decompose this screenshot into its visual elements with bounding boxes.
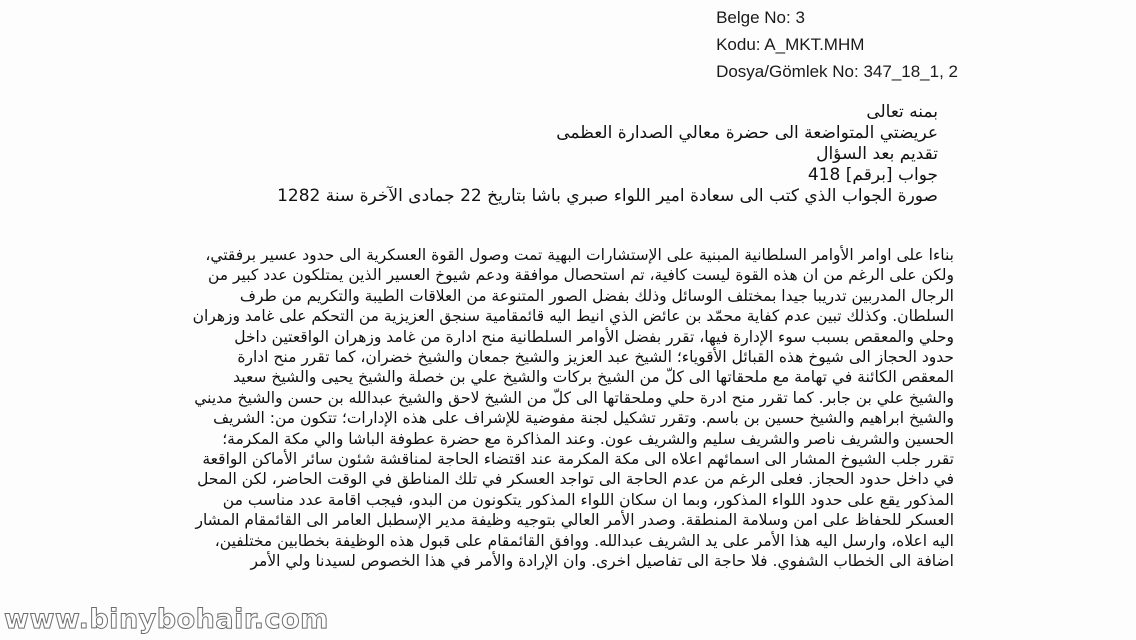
body-line: بناءا على اوامر الأوامر السلطانية المبنية على الإستشارات البهية تمت وصول القوة العسكرية الى حدود عسير برفقتي، [205, 246, 954, 264]
header-line-4: جواب [برقم] 418 [807, 165, 938, 185]
site-watermark: www.binybohair.com [4, 604, 329, 635]
body-line: المذكور يقع على حدود اللواء المذكور، وبما ان سكان اللواء المذكور يتكونون من البدو، فيجب اقامة عدد مناسب من [222, 490, 954, 509]
body-line: اضافة الى الخطاب الشفوي. فلا حاجة الى تفاصيل اخرى. وان الإرادة والأمر في هذا الخصوص لسيدنا ولي الأمر [250, 552, 954, 571]
header-line-3: تقديم بعد السؤال [816, 144, 938, 164]
body-line: العسكر للحفاظ على امن وسلامة المنطقة. وصدر الأمر العالي بتوجيه وظيفة مدير الإسطبل العامر الى القائمقام المشار [195, 511, 954, 530]
body-line: الحسين والشريف ناصر والشريف سليم والشريف عون. وعند المذاكرة مع حضرة عطوفة الباشا والي مكة المكرمة؛ [222, 429, 954, 448]
body-line: اليه اعلاه، وارسل اليه هذا الأمر على يد الشريف عبدالله. ووافق القائمقام على قبول هذه الوظيفة بخطابين مختلفين، [214, 531, 954, 550]
body-line: تقرر جلب الشيوخ المشار الى اسمائهم اعلاه الى مكة المكرمة عند اقتضاء الحاجة لمناقشة شئون سائر الأماكن الواقعة [202, 450, 954, 469]
header-line-5: صورة الجواب الذي كتب الى سعادة امير اللواء صبري باشا بتاريخ 22 جمادى الآخرة سنة 1282 [277, 186, 938, 206]
body-line: المعقص الكائنة في تهامة مع ملحقاتها الى كلّ من الشيخ بركات والشيخ علي بن خصلة والشيخ يحيى والشيخ سعيد [233, 368, 954, 387]
body-line: السلطان. وكذلك تبين عدم كفاية محمّد بن عائض الذي انيط اليه قائمقامية سنجق العزيزية من التحكم على غامد وزهران [192, 307, 954, 326]
kodu-code: Kodu: A_MKT.MHM [716, 35, 865, 54]
archive-reference-block [716, 4, 958, 85]
body-line: في داخل حدود الحجاز. فعلى الرغم من عدم الحاجة الى تواجد العسكر في تلك المناطق في الوقت الحاضر، لكن المحل [197, 470, 954, 489]
body-line: ولكن على الرغم من ان هذه القوة ليست كافية، تم استحصال موافقة ودعم شيوخ العسير الذين يمتلكون عدد كبير من [207, 266, 954, 285]
document-header [218, 102, 938, 207]
dosya-gomlek-number: Dosya/Gömlek No: 347_18_1, 2 [716, 62, 958, 81]
body-line: والشيخ علي بن جابر. كما تقرر منح ادرة حلي وملحقاتها الى كلّ من الشيخ لاحق والشيخ عبدالله بن حسن والشيخ مديني [194, 388, 954, 407]
body-line: حدود الحجاز الى شيوخ هذه القبائل الأقوياء؛ الشيخ عبد العزيز والشيخ جمعان والشيخ خضران، كما تقرر منح ادارة [237, 348, 954, 367]
header-line-1: بمنه تعالى [866, 102, 938, 122]
document-body [26, 245, 954, 572]
body-line: والشيخ ابراهيم والشيخ حسين بن باسم. وتقرر تشكيل لجنة مفوضية للإشراف على هذه الإدارات؛ تتكون من: الشريف [213, 409, 954, 428]
header-line-2: عريضتي المتواضعة الى حضرة معالي الصدارة العظمى [556, 123, 938, 143]
body-line: وحلي والمعقص بسبب سوء الإدارة فيها، تقرر بفضل الأوامر السلطانية منح ادارة من غامد وزهران الواقعتين داخل [234, 327, 954, 346]
belge-number: Belge No: 3 [716, 8, 805, 27]
body-line: الرجال المدربين تدريبا جيدا بمختلف الوسائل وذلك بفضل الصور المتنوعة من العلاقات الطيبة والتكريم من طرف [239, 286, 954, 305]
